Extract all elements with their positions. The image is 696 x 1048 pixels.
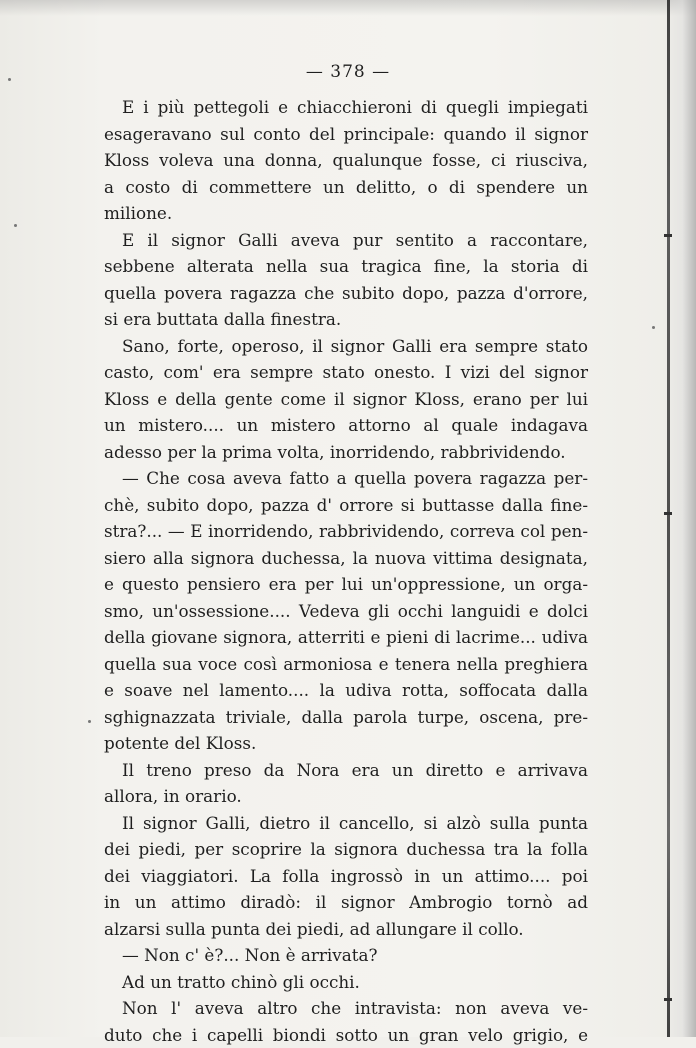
text-line: Ad un tratto chinò gli occhi. [104,969,588,996]
text-line: dei viaggiatori. La folla ingrossò in un attimo.... poi [104,863,588,890]
text-line: e soave nel lamento.... la udiva rotta, soffocata dalla [104,677,588,704]
text-line: a costo di commettere un delitto, o di spendere un [104,174,588,201]
text-line: — Non c' è?... Non è arrivata? [104,942,588,969]
text-line: Kloss voleva una donna, qualunque fosse, ci riusciva, [104,147,588,174]
text-line: della giovane signora, atterriti e pieni di lacrime... udiva [104,624,588,651]
text-line: stra?... — E inorridendo, rabbrividendo, correva col pen- [104,518,588,545]
text-line: alzarsi sulla punta dei piedi, ad allungare il collo. [104,916,588,943]
text-line: esageravano sul conto del principale: quando il signor [104,121,588,148]
text-line: milione. [104,200,588,227]
text-line: Il signor Galli, dietro il cancello, si alzò sulla punta [104,810,588,837]
text-line: smo, un'ossessione.... Vedeva gli occhi languidi e dolci [104,598,588,625]
body-text [104,94,588,1048]
text-line: sghignazzata triviale, dalla parola turpe, oscena, pre- [104,704,588,731]
text-line: un mistero.... un mistero attorno al quale indagava [104,412,588,439]
text-line: siero alla signora duchessa, la nuova vittima designata, [104,545,588,572]
text-line: Non l' aveva altro che intravista: non aveva ve- [104,995,588,1022]
page-number: — 378 — [0,62,696,82]
binding-mark [664,234,672,237]
text-line: sebbene alterata nella sua tragica fine, la storia di [104,253,588,280]
text-line: casto, com' era sempre stato onesto. I vizi del signor [104,359,588,386]
text-line: E i più pettegoli e chiacchieroni di quegli impiegati [104,94,588,121]
text-line: allora, in orario. [104,783,588,810]
binding-mark [664,512,672,515]
text-line: Il treno preso da Nora era un diretto e arrivava [104,757,588,784]
text-line: quella povera ragazza che subito dopo, pazza d'orrore, [104,280,588,307]
paper-speck [14,224,17,227]
paper-speck [652,326,655,329]
text-line: dei piedi, per scoprire la signora duchessa tra la folla [104,836,588,863]
text-line: Kloss e della gente come il signor Kloss, erano per lui [104,386,588,413]
text-line: potente del Kloss. [104,730,588,757]
text-line: duto che i capelli biondi sotto un gran velo grigio, e [104,1022,588,1048]
text-line: si era buttata dalla finestra. [104,306,588,333]
text-line: e questo pensiero era per lui un'oppressione, un orga- [104,571,588,598]
page-top-shadow [0,0,696,16]
text-line: chè, subito dopo, pazza d' orrore si buttasse dalla fine- [104,492,588,519]
text-line: E il signor Galli aveva pur sentito a raccontare, [104,227,588,254]
text-line: quella sua voce così armoniosa e tenera nella preghiera [104,651,588,678]
binding-thread [667,0,670,1037]
paper-speck [88,720,91,723]
binding-mark [664,998,672,1001]
text-line: — Che cosa aveva fatto a quella povera ragazza per- [104,465,588,492]
text-line: Sano, forte, operoso, il signor Galli era sempre stato [104,333,588,360]
text-line: adesso per la prima volta, inorridendo, rabbrividendo. [104,439,588,466]
text-line: in un attimo diradò: il signor Ambrogio tornò ad [104,889,588,916]
